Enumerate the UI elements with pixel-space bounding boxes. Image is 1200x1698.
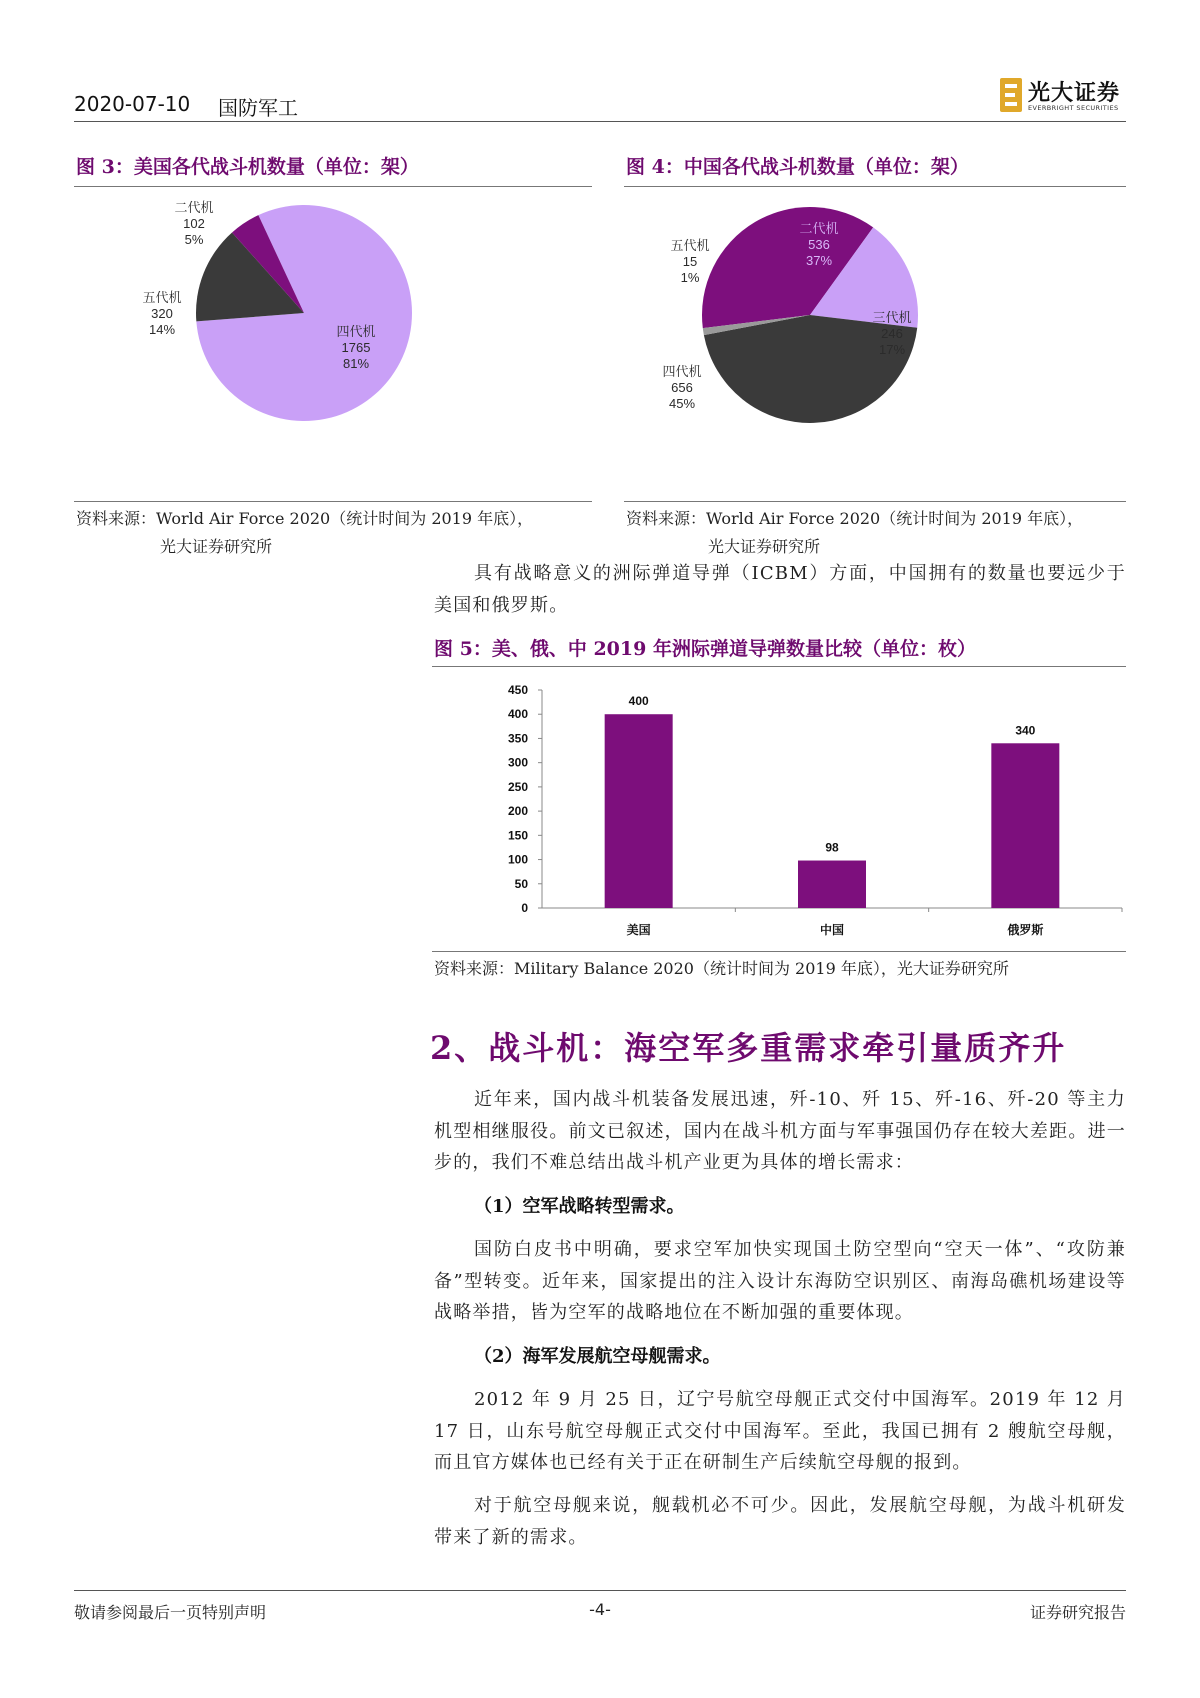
section-title: 2、战斗机：海空军多重需求牵引量质齐升 (430, 1029, 1067, 1067)
header-divider (74, 121, 1126, 122)
figure3-title-rule (74, 186, 592, 187)
y-tick-label-2: 100 (507, 852, 528, 867)
page-number: -4- (589, 1600, 611, 1619)
y-tick-label-5: 250 (507, 779, 528, 794)
figure4-title-rule (624, 186, 1126, 187)
section-paragraph-3: 2012 年 9 月 25 日，辽宁号航空母舰正式交付中国海军。2019 年 12 月 17 日，山东号航空母舰正式交付中国海军。至此，我国已拥有 2 艘航空母舰，而且官方媒体也已经有关于正在研制生产后续航空母舰的报到。 (434, 1389, 1126, 1473)
us-pie-label-0: 四代机 1765 81% (336, 324, 376, 371)
footer-report-type: 证券研究报告 (1029, 1603, 1126, 1622)
y-tick-label-6: 300 (507, 755, 528, 770)
subheading-air-force: （1）空军战略转型需求。 (474, 1196, 685, 1217)
footer-disclaimer: 敬请参阅最后一页特别声明 (74, 1603, 267, 1622)
us-pie-label-1: 五代机 320 14% (142, 290, 182, 337)
figure5-source: 资料来源：Military Balance 2020（统计时间为 2019 年底），光大证券研究所 (434, 959, 1009, 978)
y-tick-label-8: 400 (507, 707, 528, 722)
figure5-bar-chart (432, 670, 1126, 942)
figure3-pie-chart (74, 200, 592, 490)
cn-pie-label-1: 三代机 246 17% (872, 310, 912, 357)
x-tick-label-1: 中国 (819, 923, 845, 937)
y-tick-label-1: 50 (514, 876, 528, 891)
logo-mark-icon (1000, 78, 1022, 112)
section-paragraph-2: 国防白皮书中明确，要求空军加快实现国土防空型向“空天一体”、“攻防兼备”型转变。近年来，国家提出的注入设计东海防空识别区、南海岛礁机场建设等战略举措，皆为空军的战略地位在不断加强的重要体现。 (434, 1239, 1126, 1323)
figure4-pie-chart (624, 200, 1126, 490)
cn-pie-label-0: 二代机 536 37% (799, 221, 839, 268)
figure4-source-rule (624, 501, 1126, 502)
y-tick-label-7: 350 (507, 731, 528, 746)
figure3-source-line1: 资料来源：World Air Force 2020（统计时间为 2019 年底）， (76, 509, 534, 528)
x-tick-label-0: 美国 (626, 923, 651, 937)
cn-pie-label-3: 五代机 15 1% (670, 238, 710, 285)
bar-value-label-0: 400 (628, 694, 649, 709)
y-tick-label-0: 0 (521, 901, 528, 915)
bar-value-label-1: 98 (825, 840, 839, 855)
bar-0 (605, 714, 673, 908)
report-date: 2020-07-10 (74, 92, 191, 116)
cn-pie-label-2: 四代机 656 45% (662, 364, 702, 411)
bar-2 (991, 743, 1059, 908)
footer-divider (74, 1590, 1126, 1591)
bar-1 (798, 861, 866, 908)
figure5-title-rule (432, 666, 1126, 667)
section-paragraph-4: 对于航空母舰来说，舰载机必不可少。因此，发展航空母舰，为战斗机研发带来了新的需求。 (434, 1495, 1126, 1548)
figure4-source-line1: 资料来源：World Air Force 2020（统计时间为 2019 年底）， (626, 509, 1084, 528)
figure3-source-line2: 光大证券研究所 (160, 537, 273, 556)
figure4-title: 图 4：中国各代战斗机数量（单位：架） (626, 156, 969, 178)
company-logo (1000, 76, 1128, 116)
industry-label: 国防军工 (218, 96, 298, 120)
section-paragraph-1: 近年来，国内战斗机装备发展迅速，歼-10、歼 15、歼-16、歼-20 等主力机型相继服役。前文已叙述，国内在战斗机方面与军事强国仍存在较大差距。进一步的，我们不难总结出战斗机产业更为具体的增长需求： (434, 1089, 1126, 1173)
figure5-source-rule (432, 951, 1126, 952)
figure4-source-line2: 光大证券研究所 (708, 537, 821, 556)
y-tick-label-4: 200 (507, 804, 528, 819)
x-tick-label-2: 俄罗斯 (1007, 923, 1044, 937)
icbm-intro-paragraph: 具有战略意义的洲际弹道导弹（ICBM）方面，中国拥有的数量也要远少于美国和俄罗斯。 (434, 563, 1126, 616)
y-tick-label-3: 150 (507, 828, 528, 843)
logo-english-name: EVERBRIGHT SECURITIES (1028, 104, 1119, 112)
figure3-title: 图 3：美国各代战斗机数量（单位：架） (76, 156, 419, 178)
logo-chinese-name: 光大证券 (1028, 80, 1121, 106)
y-tick-label-9: 450 (507, 683, 528, 697)
figure5-title: 图 5：美、俄、中 2019 年洲际弹道导弹数量比较（单位：枚） (434, 638, 976, 660)
us-pie-label-2: 二代机 102 5% (174, 200, 214, 247)
figure3-source-rule (74, 501, 592, 502)
subheading-navy: （2）海军发展航空母舰需求。 (474, 1346, 721, 1367)
bar-value-label-2: 340 (1015, 723, 1036, 738)
